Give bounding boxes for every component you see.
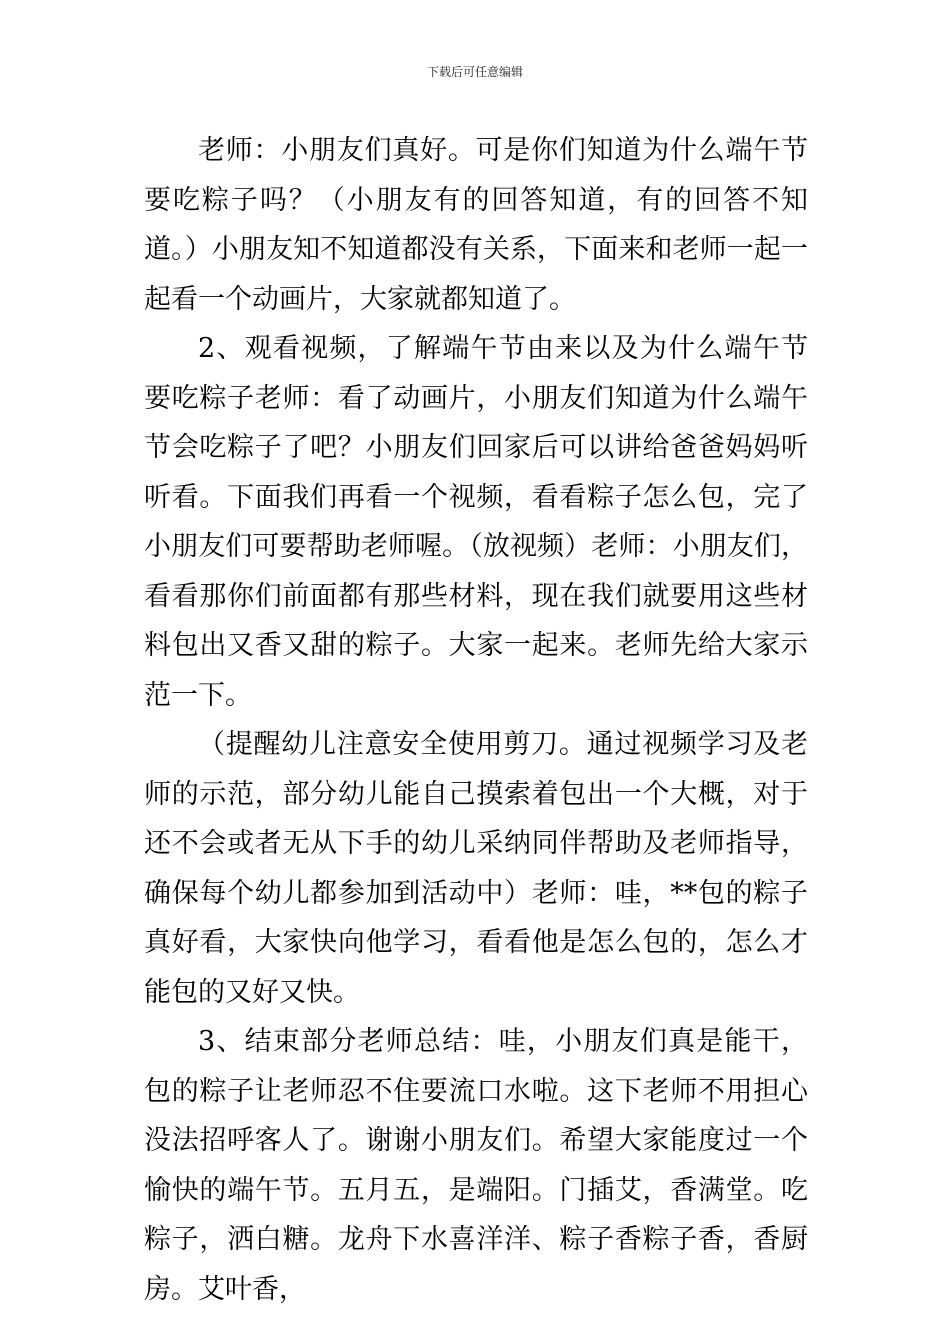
page-header: 下载后可任意编辑	[426, 65, 523, 79]
document-body	[144, 126, 808, 1314]
paragraph-step-3-summary: 3、结束部分老师总结：哇，小朋友们真是能干，包的粽子让老师忍不住要流口水啦。这下老师不用担心没法招呼客人了。谢谢小朋友们。希望大家能度过一个愉快的端午节。五月五，是端阳。门插艾，香满堂。吃粽子，洒白糖。龙舟下水喜洋洋、粽子香粽子香，香厨房。艾叶香，	[144, 1026, 808, 1305]
paragraph-teacher-intro: 老师：小朋友们真好。可是你们知道为什么端午节要吃粽子吗？（小朋友有的回答知道，有的回答不知道。）小朋友知不知道都没有关系，下面来和老师一起一起看一个动画片，大家就都知道了。	[144, 135, 808, 315]
paragraph-safety-reminder: （提醒幼儿注意安全使用剪刀。通过视频学习及老师的示范，部分幼儿能自己摸索着包出一个大概，对于还不会或者无从下手的幼儿采纳同伴帮助及老师指导，确保每个幼儿都参加到活动中）老师：哇，**包的粽子真好看，大家快向他学习，看看他是怎么包的，怎么才能包的又好又快。	[144, 729, 808, 1008]
paragraph-step-2-video: 2、观看视频，了解端午节由来以及为什么端午节要吃粽子老师：看了动画片，小朋友们知道为什么端午节会吃粽子了吧？小朋友们回家后可以讲给爸爸妈妈听听看。下面我们再看一个视频，看看粽子怎么包，完了小朋友们可要帮助老师喔。（放视频）老师：小朋友们，看看那你们前面都有那些材料，现在我们就要用这些材料包出又香又甜的粽子。大家一起来。老师先给大家示范一下。	[144, 333, 808, 711]
